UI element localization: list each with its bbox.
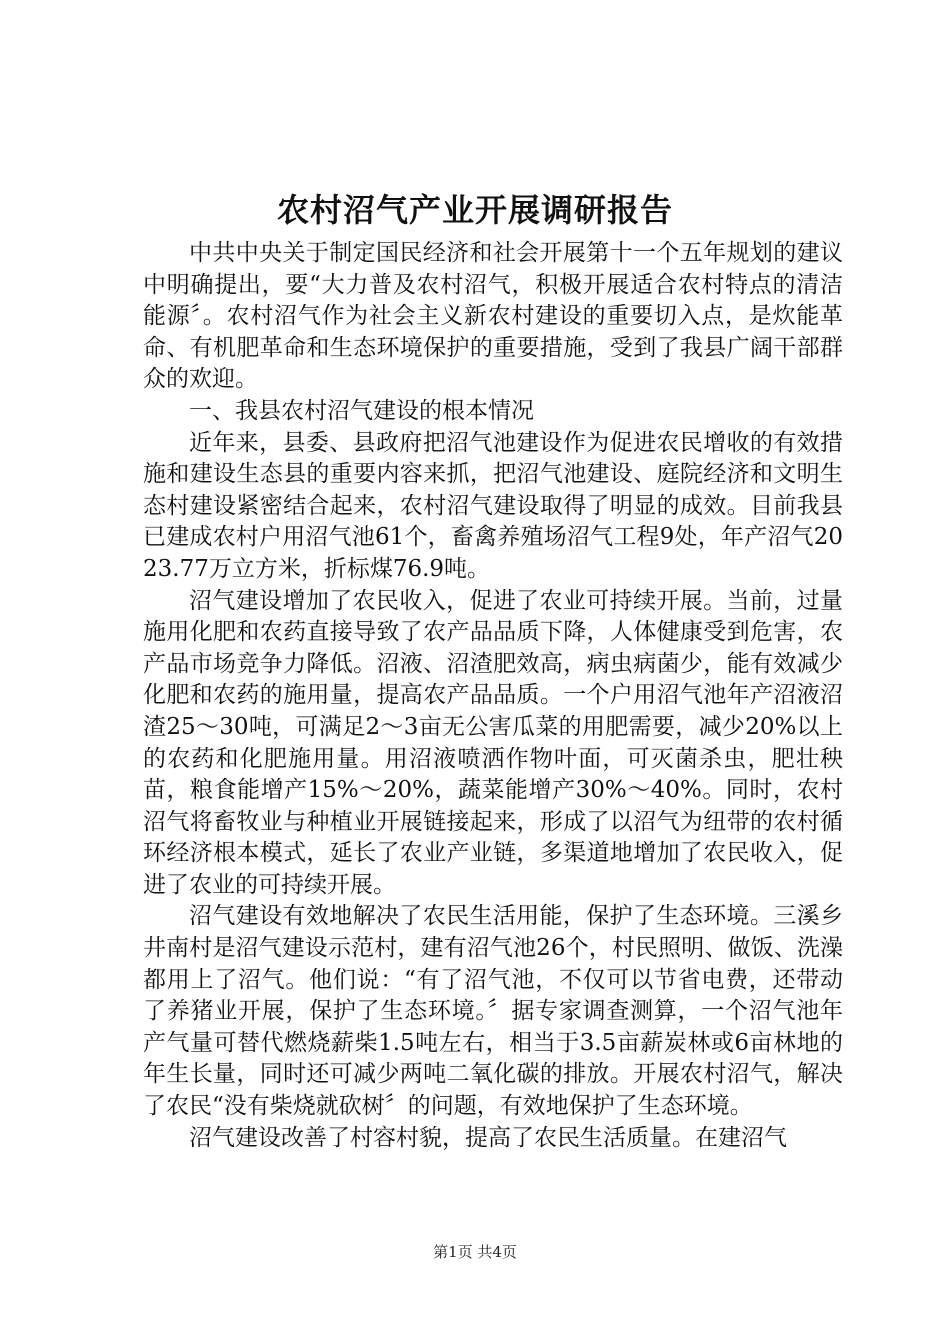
- paragraph: 沼气建设有效地解决了农民生活用能，保护了生态环境。三溪乡井南村是沼气建设示范村，建有沼气池26个，村民照明、做饭、洗澡都用上了沼气。他们说：“有了沼气池，不仅可以节省电费，还带动了养猪业开展，保护了生态环境。〞据专家调查测算，一个沼气池年产气量可替代燃烧薪柴1.5吨左右，相当于3.5亩薪炭林或6亩林地的年生长量，同时还可减少两吨二氧化碳的排放。开展农村沼气，解决了农民“没有柴烧就砍树〞的问题，有效地保护了生态环境。: [143, 903, 843, 1120]
- paragraph: 沼气建设改善了村容村貌，提高了农民生活质量。在建沼气: [189, 1124, 787, 1151]
- paragraph: 沼气建设增加了农民收入，促进了农业可持续开展。当前，过量施用化肥和农药直接导致了农产品品质下降，人体健康受到危害，农产品市场竞争力降低。沼液、沼渣肥效高，病虫病菌少，能有效减少化肥和农药的施用量，提高农产品品质。一个户用沼气池年产沼液沼渣25～30吨，可满足2～3亩无公害瓜菜的用肥需要，减少20%以上的农药和化肥施用量。用沼液喷洒作物叶面，可灭菌杀虫，肥壮秧苗，粮食能增产15%～20%，蔬菜能增产30%～40%。同时，农村沼气将畜牧业与种植业开展链接起来，形成了以沼气为纽带的农村循环经济根本模式，延长了农业产业链，多渠道地增加了农民收入，促进了农业的可持续开展。: [143, 587, 843, 898]
- section-heading: 一、我县农村沼气建设的根本情况: [189, 397, 534, 424]
- page-number-footer: 第1页 共4页: [433, 1243, 517, 1261]
- document-body: [143, 238, 843, 1154]
- paragraph: 近年来，县委、县政府把沼气池建设作为促进农民增收的有效措施和建设生态县的重要内容来抓，把沼气池建设、庭院经济和文明生态村建设紧密结合起来，农村沼气建设取得了明显的成效。目前我县已建成农村户用沼气池61个，畜禽养殖场沼气工程9处，年产沼气2023.77万立方米，折标煤76.9吨。: [143, 429, 843, 582]
- document-title: 农村沼气产业开展调研报告: [276, 191, 673, 229]
- paragraph: 中共中央关于制定国民经济和社会开展第十一个五年规划的建议中明确提出，要“大力普及农村沼气，积极开展适合农村特点的清洁能源〞。农村沼气作为社会主义新农村建设的重要切入点，是炊能革命、有机肥革命和生态环境保护的重要措施，受到了我县广阔干部群众的欢迎。: [143, 240, 843, 393]
